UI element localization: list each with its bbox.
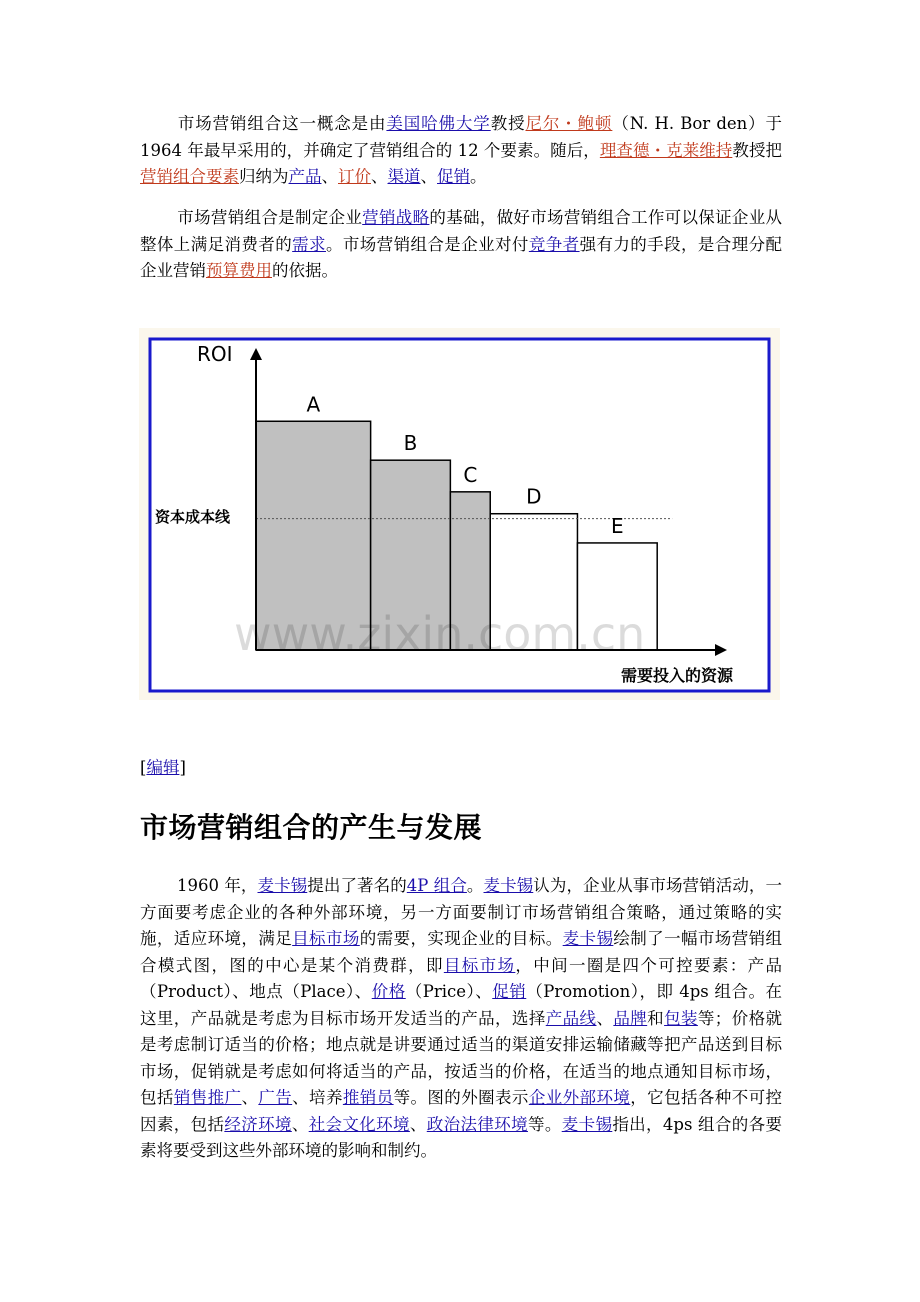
bar-label-e: E [611, 513, 624, 538]
link-promotion[interactable]: 促销 [492, 982, 527, 1001]
cost-of-capital-label: 资本成本线 [155, 508, 231, 526]
link-promotion[interactable]: 促销 [437, 167, 470, 186]
roi-chart-figure [139, 328, 780, 700]
link-mccarthy[interactable]: 麦卡锡 [257, 876, 308, 895]
link-sales-promotion[interactable]: 销售推广 [173, 1088, 242, 1107]
link-target-market[interactable]: 目标市场 [443, 955, 516, 975]
bar-label-b: B [403, 431, 418, 456]
bar-label-a: A [306, 392, 321, 417]
link-marketing-strategy[interactable]: 营销战略 [362, 208, 430, 227]
link-packaging[interactable]: 包装 [664, 1008, 698, 1028]
link-competitor[interactable]: 竞争者 [528, 234, 580, 254]
link-product[interactable]: 产品 [288, 167, 322, 186]
link-marketing-mix-elements[interactable]: 营销组合要素 [140, 167, 239, 186]
link-brand[interactable]: 品牌 [613, 1008, 648, 1028]
link-budget[interactable]: 预算费用 [206, 261, 272, 280]
watermark: www.zixin.com.cn [234, 607, 646, 661]
link-neil-borden[interactable]: 尼尔・鲍顿 [525, 114, 613, 133]
y-axis-label: ROI [197, 342, 233, 366]
history-paragraph: 1960 年，麦卡锡提出了著名的4P 组合。麦卡锡认为，企业从事市场营销活动，一方面要考虑企业的各种外部环境，另一方面要制订市场营销组合策略，通过策略的实施，适应环境，满足目标市场的需要，实现企业的目标。麦卡锡绘制了一幅市场营销组合模式图，图的中心是某个消费群，即目标市场，中间一圈是四个可控要素：产品（Product）、地点（Place）、价格（Price）、促销（Promotion），即 4ps 组合。在这里，产品就是考虑为目标市场开发适当的产品，选择产品线、品牌和包装等；价格就是考虑制订适当的价格；地点就是讲要通过适当的渠道安排运输储藏等把产品送到目标市场，促销就是考虑如何将适当的产品，按适当的价格，在适当的地点通知目标市场，包括销售推广、广告、培养推销员等。图的外圈表示企业外部环境，它包括各种不可控因素，包括经济环境、社会文化环境、政治法律环境等。麦卡锡指出，4ps 组合的各要素将要受到这些外部环境的影响和制约。 [140, 876, 783, 1160]
bar-label-d: D [526, 484, 542, 509]
link-mccarthy[interactable]: 麦卡锡 [562, 929, 614, 948]
link-mccarthy[interactable]: 麦卡锡 [561, 1114, 613, 1134]
edit-link[interactable]: 编辑 [146, 758, 180, 777]
link-harvard[interactable]: 美国哈佛大学 [386, 114, 491, 133]
link-target-market[interactable]: 目标市场 [292, 929, 360, 948]
intro-paragraph: 市场营销组合这一概念是由美国哈佛大学教授尼尔・鲍顿（N. H. Bor den）于 1964 年最早采用的，并确定了营销组合的 12 个要素。随后，理查德・克莱维持教授把营销组合要素归纳为产品、订价、渠道、促销。 [140, 114, 783, 186]
x-axis-label: 需要投入的资源 [621, 666, 734, 685]
link-channel[interactable]: 渠道 [387, 167, 421, 186]
strategy-paragraph: 市场营销组合是制定企业营销战略的基础，做好市场营销组合工作可以保证企业从整体上满足消费者的需求。市场营销组合是企业对付竞争者强有力的手段，是合理分配企业营销预算费用的依据。 [140, 208, 783, 280]
link-richard-clewett[interactable]: 理查德・克莱维持 [599, 140, 733, 160]
section-heading: 市场营销组合的产生与发展 [140, 811, 483, 844]
link-advertising[interactable]: 广告 [258, 1088, 293, 1107]
link-economic-environment[interactable]: 经济环境 [224, 1114, 292, 1134]
link-product-line[interactable]: 产品线 [545, 1008, 597, 1028]
link-sociocultural-environment[interactable]: 社会文化环境 [308, 1114, 410, 1134]
bar-label-c: C [463, 462, 478, 487]
roi-chart [139, 328, 780, 700]
edit-section-link: [编辑] [140, 758, 186, 777]
link-pricing[interactable]: 订价 [338, 167, 371, 186]
link-price[interactable]: 价格 [371, 982, 406, 1001]
link-political-legal-environment[interactable]: 政治法律环境 [426, 1114, 528, 1134]
link-demand[interactable]: 需求 [292, 234, 326, 254]
link-mccarthy[interactable]: 麦卡锡 [483, 876, 534, 895]
link-4p-mix[interactable]: 4P 组合 [406, 876, 467, 895]
link-salesperson[interactable]: 推销员 [342, 1088, 394, 1107]
link-external-environment[interactable]: 企业外部环境 [528, 1088, 631, 1107]
